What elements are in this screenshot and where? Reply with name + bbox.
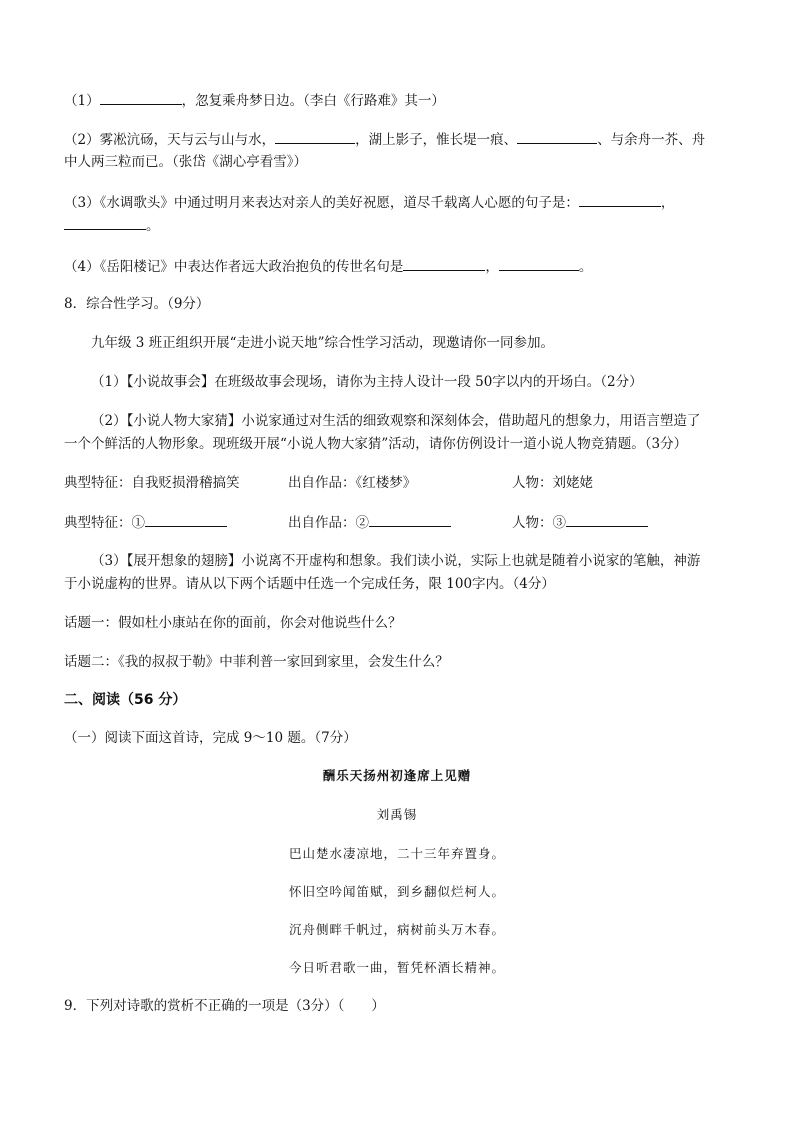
answer-blank[interactable] <box>566 512 648 527</box>
answer-blank[interactable] <box>64 215 146 230</box>
q7-item2-text-a: （2）雾凇沆砀，天与云与山与水， <box>64 132 276 148</box>
blank-feature <box>64 512 227 533</box>
q7-item2-line2 <box>64 152 307 172</box>
q7-item3-text-a: （3）《水调歌头》中通过明月来表达对亲人的美好祝愿，道尽千载离人心愿的句子是： <box>64 195 579 211</box>
q7-item3-text-b: ， <box>660 195 675 211</box>
q7-item4-text-b: ， <box>485 259 499 275</box>
q8-part3-line1: （3）【展开想象的翅膀】小说离不开虚构和想象。我们读小说，实际上也就是随着小说家的笔触，神游 <box>91 553 701 569</box>
q8-part3-line2: 于小说虚构的世界。请从以下两个话题中任选一个完成任务，限 100字内。（4分） <box>64 576 555 592</box>
section-title: 二、阅读（56 分） <box>64 692 187 708</box>
q8-part2-line1: （2）【小说人物大家猜】小说家通过对生活的细致观察和深刻体会，借助超凡的想象力，用语言塑造了 <box>91 413 701 429</box>
poem-line: 巴山楚水凄凉地，二十三年弃置身。 <box>288 846 505 861</box>
answer-blank[interactable] <box>275 129 355 144</box>
answer-blank[interactable] <box>517 129 597 144</box>
poem-line: 怀旧空吟闻笛赋，到乡翻似烂柯人。 <box>288 884 505 899</box>
q7-item1-number: （1） <box>64 93 100 109</box>
section-subtitle: （一）阅读下面这首诗，完成 9～10 题。（7分） <box>64 730 357 746</box>
answer-blank[interactable] <box>403 256 485 271</box>
q7-item4 <box>64 256 592 277</box>
q7-item3-line2 <box>64 215 160 236</box>
example-person: 人物：刘姥姥 <box>512 475 593 491</box>
answer-blank[interactable] <box>100 90 182 105</box>
answer-blank[interactable] <box>369 512 451 527</box>
blank-person-label: 人物：③ <box>512 515 566 531</box>
topic-one: 话题一：假如杜小康站在你的面前，你会对他说些什么？ <box>64 615 402 631</box>
blank-work <box>288 512 451 533</box>
q7-item1-text: ，忽复乘舟梦日边。（李白《行路难》其一） <box>181 93 445 109</box>
q7-item4-text-a: （4）《岳阳楼记》中表达作者远大政治抱负的传世名句是 <box>64 259 404 275</box>
q8-intro: 九年级 3 班正组织开展“走进小说天地”综合性学习活动，现邀请你一同参加。 <box>91 335 554 351</box>
q8-part1: （1）【小说故事会】在班级故事会现场，请你为主持人设计一段 50字以内的开场白。（2分） <box>91 374 643 390</box>
q8-part2-line2: 一个个鲜活的人物形象。现班级开展“小说人物大家猜”活动，请你仿例设计一道小说人物竞猜题。（3分） <box>64 436 688 452</box>
topic-two: 话题二：《我的叔叔于勒》中菲利普一家回到家里，会发生什么？ <box>64 654 449 670</box>
q7-item1 <box>64 90 445 111</box>
q7-item3-line1 <box>64 192 674 213</box>
q8-title: 8．综合性学习。（9分） <box>64 296 210 312</box>
answer-blank[interactable] <box>145 512 227 527</box>
blank-work-label: 出自作品：② <box>288 515 369 531</box>
poem-title: 酬乐天扬州初逢席上见赠 <box>322 768 472 783</box>
q7-item2-line1 <box>64 129 705 150</box>
q9-question: 9．下列对诗歌的赏析不正确的一项是（3分）（ ） <box>64 998 385 1014</box>
blank-person <box>512 512 648 533</box>
example-feature: 典型特征：自我贬损滑稽搞笑 <box>64 475 240 491</box>
answer-blank[interactable] <box>499 256 579 271</box>
poem-author: 刘禹锡 <box>376 807 418 822</box>
q7-item2-text-b: ，湖上影子，惟长堤一痕、 <box>355 132 518 148</box>
q7-item2-text-d: 中人两三粒而已。（张岱《湖心亭看雪》） <box>64 154 307 170</box>
example-work: 出自作品：《红楼梦》 <box>288 475 417 491</box>
q7-item4-text-c: 。 <box>578 259 593 275</box>
poem-line: 沉舟侧畔千帆过，病树前头万木春。 <box>288 922 505 937</box>
q7-item2-text-c: 、与余舟一芥、舟 <box>597 132 706 148</box>
answer-blank[interactable] <box>579 192 661 207</box>
q7-item3-text-end: 。 <box>146 218 160 234</box>
blank-feature-label: 典型特征：① <box>64 515 145 531</box>
poem-line: 今日听君歌一曲，暂凭杯酒长精神。 <box>288 960 505 975</box>
